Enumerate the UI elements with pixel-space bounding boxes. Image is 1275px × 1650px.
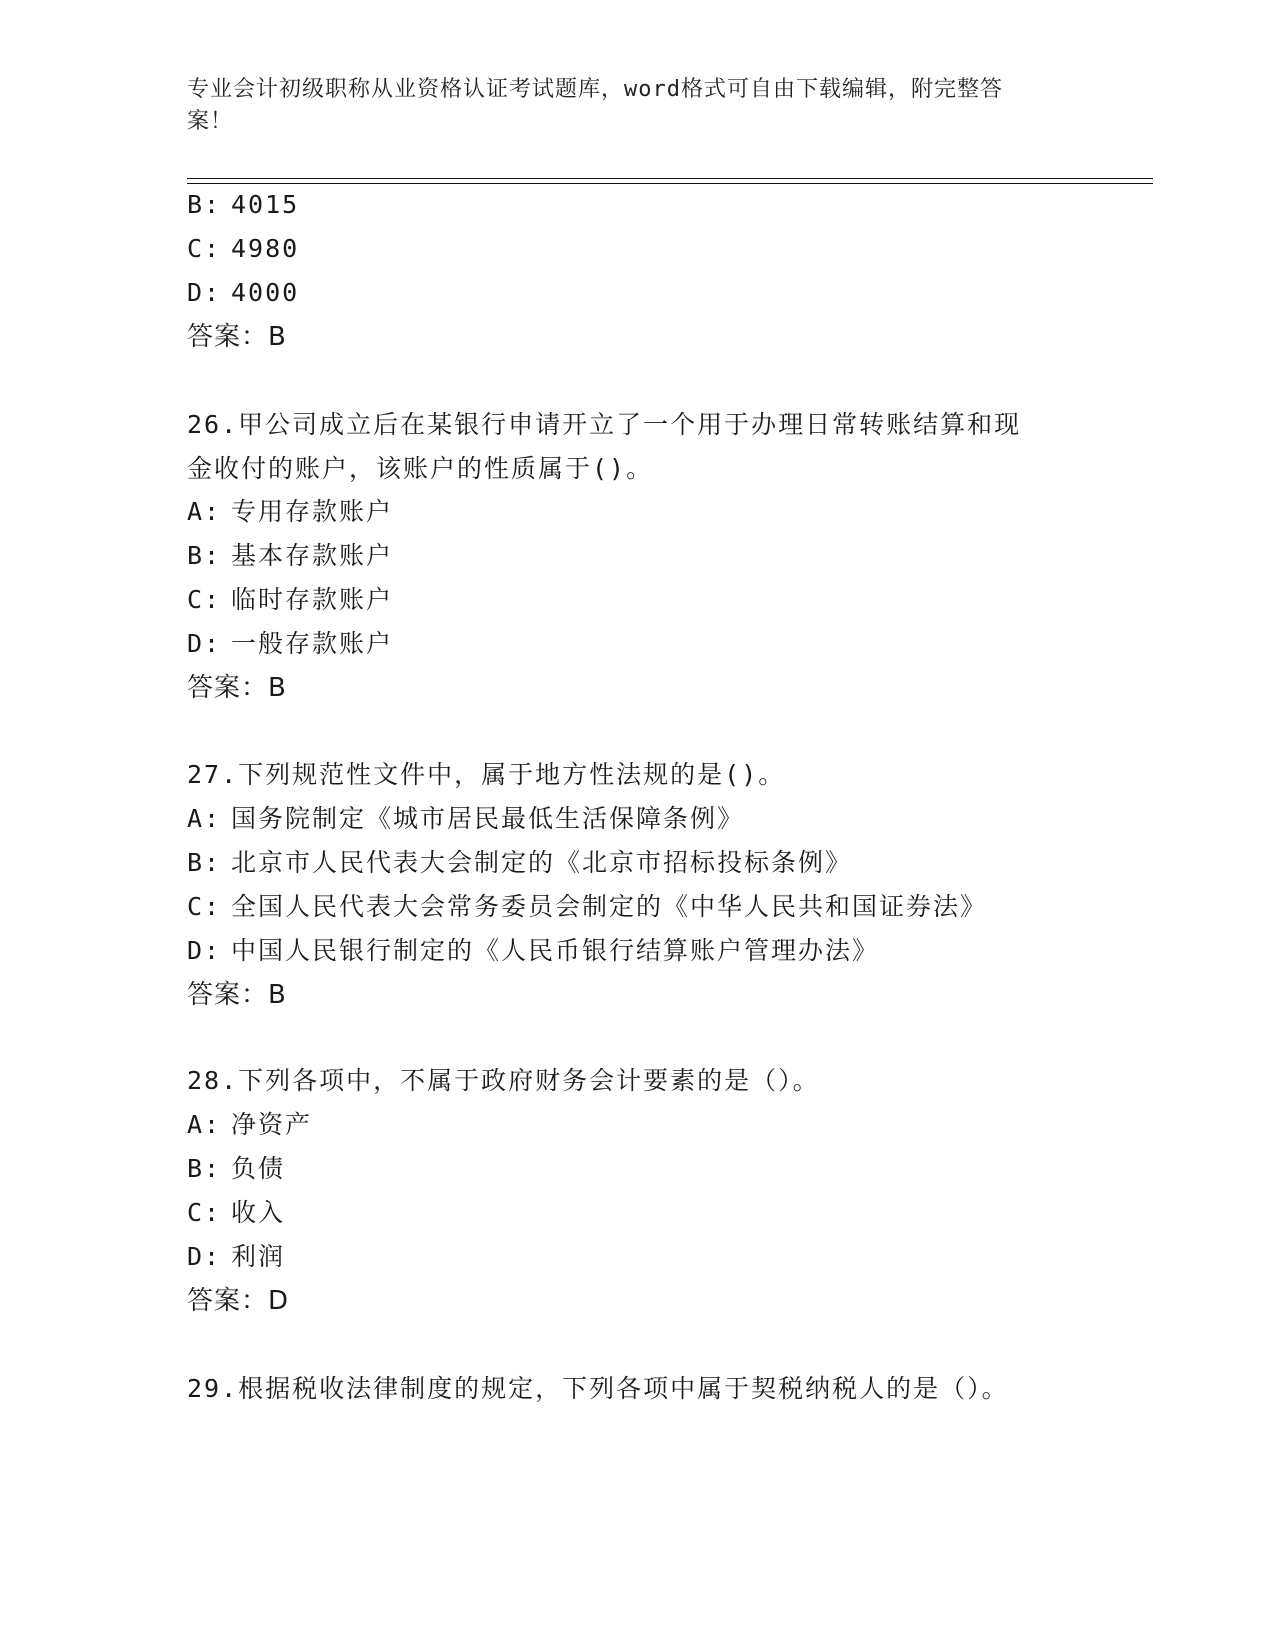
q26-option-c: C: 临时存款账户 — [187, 585, 394, 614]
prev-option-c: C: 4980 — [187, 234, 300, 263]
prev-answer: 答案：B — [187, 322, 287, 352]
q27-option-c: C: 全国人民代表大会常务委员会制定的《中华人民共和国证券法》 — [187, 892, 988, 921]
q26-option-a: A: 专用存款账户 — [187, 497, 394, 526]
q28-option-b: B: 负债 — [187, 1154, 286, 1183]
q26-stem-line-2: 金收付的账户，该账户的性质属于()。 — [187, 454, 654, 483]
q28-option-c: C: 收入 — [187, 1198, 286, 1227]
q28-stem-line-1: 28.下列各项中，不属于政府财务会计要素的是（）。 — [187, 1066, 820, 1095]
q28-answer: 答案：D — [187, 1286, 290, 1316]
q26-option-d: D: 一般存款账户 — [187, 629, 394, 658]
header-rule-bottom — [187, 183, 1153, 184]
q27-answer: 答案：B — [187, 980, 287, 1010]
page-header — [187, 74, 1067, 138]
q27-option-a: A: 国务院制定《城市居民最低生活保障条例》 — [187, 804, 745, 833]
prev-option-d: D: 4000 — [187, 278, 300, 307]
q28-option-a: A: 净资产 — [187, 1110, 313, 1139]
header-line-1: 专业会计初级职称从业资格认证考试题库，word格式可自由下载编辑，附完整答 — [187, 77, 1003, 102]
q27-option-b: B: 北京市人民代表大会制定的《北京市招标投标条例》 — [187, 848, 853, 877]
q26-option-b: B: 基本存款账户 — [187, 541, 394, 570]
q27-stem-line-1: 27.下列规范性文件中，属于地方性法规的是()。 — [187, 760, 786, 789]
q28-option-d: D: 利润 — [187, 1242, 286, 1271]
header-line-2: 案！ — [187, 109, 234, 134]
q27-option-d: D: 中国人民银行制定的《人民币银行结算账户管理办法》 — [187, 936, 880, 965]
q29-stem-line-1: 29.根据税收法律制度的规定，下列各项中属于契税纳税人的是（）。 — [187, 1374, 1009, 1403]
q26-stem-line-1: 26.甲公司成立后在某银行申请开立了一个用于办理日常转账结算和现 — [187, 410, 1022, 439]
q26-answer: 答案：B — [187, 673, 287, 703]
prev-option-b: B: 4015 — [187, 190, 300, 219]
header-rule-top — [187, 178, 1153, 179]
